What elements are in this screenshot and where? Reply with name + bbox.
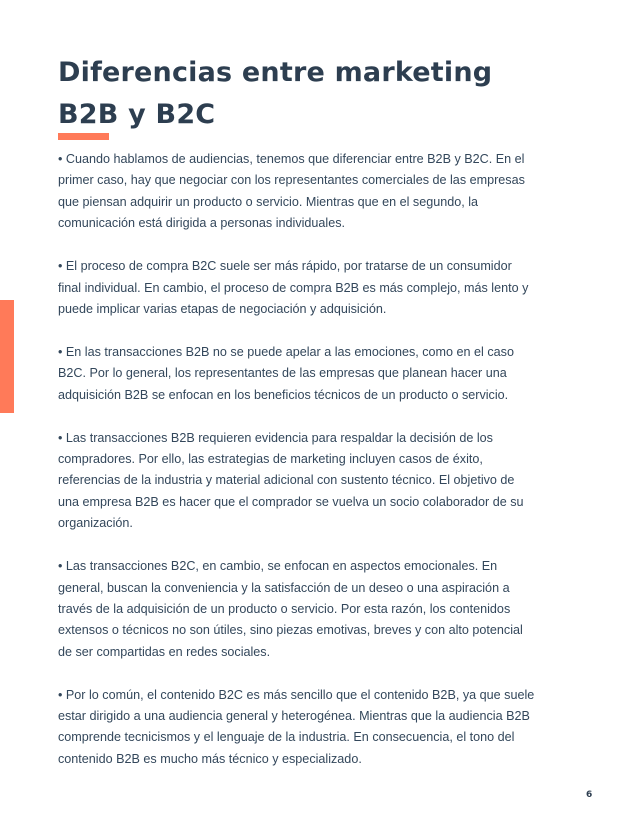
side-accent-bar [0,300,14,413]
page-number: 6 [586,790,593,800]
title-underline-accent [58,133,109,140]
bullet-evidence: • Las transacciones B2B requieren evidencia para respaldar la decisión de los compradores. Por ello, las estrategias de marketing incluyen casos de éxito, referencias de la industria y material adicional con sustento técnico. El objetivo de una empresa B2B es hacer que el comprador se vuelva un socio colaborador de su organización. [58,430,524,531]
page-title: Diferencias entre marketing B2B y B2C [58,57,493,130]
bullet-purchase-process: • El proceso de compra B2C suele ser más rápido, por tratarse de un consumidor final individual. En cambio, el proceso de compra B2B es más complejo, más lento y puede implicar varias etapas de negociación y adquisición. [58,259,529,316]
bullet-b2c-emotional: • Las transacciones B2C, en cambio, se enfocan en aspectos emocionales. En general, buscan la conveniencia y la satisfacción de un deseo o una aspiración a través de la adquisición de un producto o servicio. Por esta razón, los contenidos extensos o técnicos no son útiles, sino piezas emotivas, breves y con alto potencial de ser compartidas en redes sociales. [58,559,523,659]
bullet-content-tone: • Por lo común, el contenido B2C es más sencillo que el contenido B2B, ya que suele estar dirigido a una audiencia general y heterogénea. Mientras que la audiencia B2B comprende tecnicismos y el lenguaje de la industria. En consecuencia, el tono del contenido B2B es mucho más técnico y especializado. [58,687,535,766]
bullet-emotions: • En las transacciones B2B no se puede apelar a las emociones, como en el caso B2C. Por lo general, los representantes de las empresas que planean hacer una adquisición B2B se enfocan en los beneficios técnicos de un producto o servicio. [58,344,514,402]
bullet-list [58,149,538,792]
bullet-audiences: • Cuando hablamos de audiencias, tenemos que diferenciar entre B2B y B2C. En el primer caso, hay que negociar con los representantes comerciales de las empresas que piensan adquirir un producto o servicio. Mientras que en el segundo, la comunicación está dirigida a personas individuales. [58,152,525,231]
